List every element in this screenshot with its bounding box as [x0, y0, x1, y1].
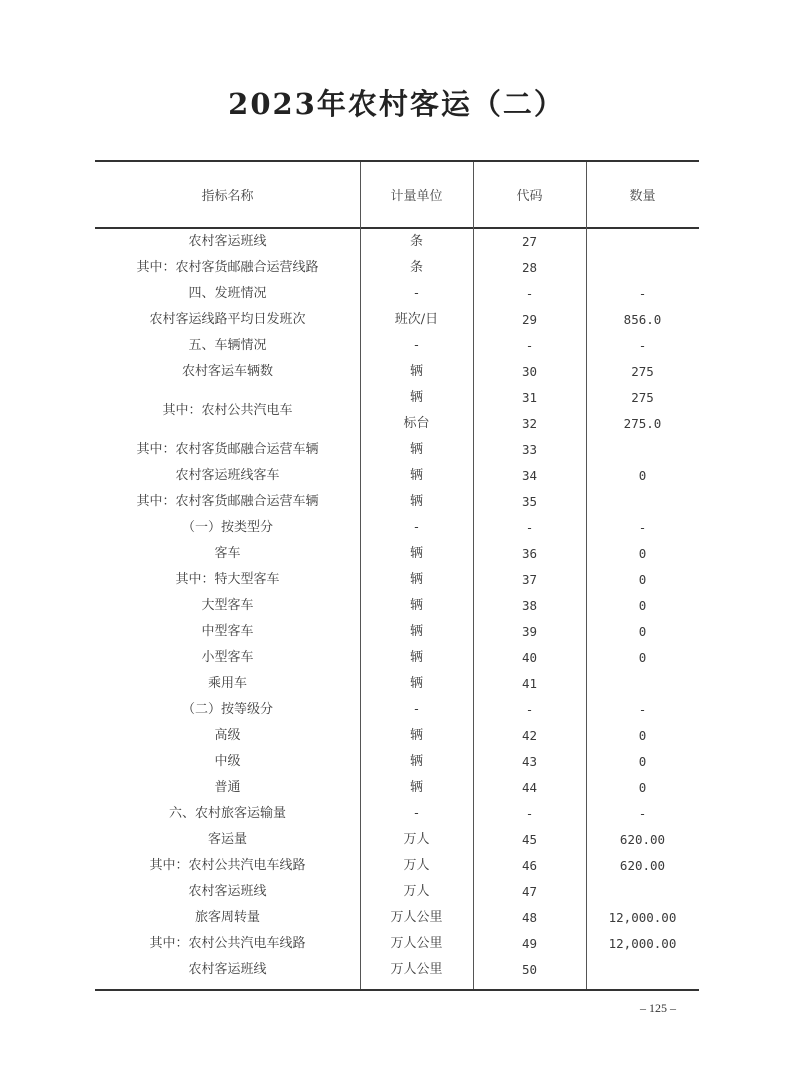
cell-quantity: -	[638, 702, 647, 717]
cell-quantity: 0	[638, 572, 647, 587]
cell-code: 30	[521, 364, 538, 379]
cell-indicator-name: 农村客运班线	[188, 962, 267, 977]
table-row	[95, 593, 699, 619]
cell-indicator-name: （一）按类型分	[181, 520, 273, 535]
table-bottom-rule	[95, 989, 699, 991]
header-code: 代码	[516, 189, 543, 204]
cell-unit: 辆	[409, 754, 423, 769]
table-row	[95, 307, 699, 333]
cell-quantity	[586, 437, 699, 463]
cell-indicator-name: 中级	[214, 754, 241, 769]
cell-code: 42	[521, 728, 538, 743]
cell-code: 35	[521, 494, 538, 509]
cell-quantity	[586, 229, 699, 255]
cell-unit: 标台	[403, 416, 430, 431]
cell-unit: 辆	[409, 572, 423, 587]
cell-unit: -	[414, 702, 419, 717]
table-row	[95, 463, 699, 489]
cell-code: 34	[521, 468, 538, 483]
table-row	[95, 931, 699, 957]
cell-unit: 辆	[409, 390, 423, 405]
cell-indicator-name: 高级	[214, 728, 241, 743]
cell-indicator-name: 大型客车	[201, 598, 254, 613]
table-row	[95, 541, 699, 567]
cell-code: 48	[521, 910, 538, 925]
cell-indicator-name: 其中：农村公共汽电车线路	[149, 858, 306, 873]
cell-indicator-name: 其中：特大型客车	[175, 572, 280, 587]
table-row	[95, 437, 699, 463]
cell-quantity	[586, 255, 699, 281]
cell-quantity: 0	[638, 780, 647, 795]
cell-code: 29	[521, 312, 538, 327]
table-row	[95, 333, 699, 359]
cell-quantity: 12,000.00	[608, 936, 677, 951]
table-row	[95, 567, 699, 593]
cell-quantity: 275	[631, 364, 654, 379]
cell-code: 28	[521, 260, 538, 275]
cell-quantity: 620.00	[619, 858, 666, 873]
cell-code: 31	[521, 390, 538, 405]
cell-unit: 辆	[409, 468, 423, 483]
table-row	[95, 671, 699, 697]
cell-unit: 辆	[409, 676, 423, 691]
cell-indicator-name: 农村客运班线	[188, 234, 267, 249]
cell-code: 32	[521, 416, 538, 431]
table-row	[95, 515, 699, 541]
cell-unit: -	[414, 286, 419, 301]
table-row	[95, 749, 699, 775]
cell-code: -	[525, 520, 534, 535]
page-number: – 125 –	[640, 1001, 676, 1015]
cell-unit: 辆	[409, 624, 423, 639]
cell-unit: -	[414, 806, 419, 821]
cell-code: 40	[521, 650, 538, 665]
cell-code: 50	[521, 962, 538, 977]
cell-unit: 班次/日	[394, 312, 439, 327]
cell-indicator-name: 四、发班情况	[188, 286, 267, 301]
cell-code: 27	[521, 234, 538, 249]
cell-unit: 辆	[409, 598, 423, 613]
cell-code: -	[525, 286, 534, 301]
cell-indicator-name: 六、农村旅客运输量	[168, 806, 286, 821]
cell-quantity: 0	[638, 754, 647, 769]
cell-unit: 条	[409, 260, 423, 275]
cell-indicator-name: 中型客车	[201, 624, 254, 639]
cell-code: 49	[521, 936, 538, 951]
cell-unit: 条	[409, 234, 423, 249]
page-title: 2023年农村客运（二）	[228, 87, 565, 121]
cell-code: 41	[521, 676, 538, 691]
cell-unit: 万人	[403, 832, 430, 847]
cell-code: 47	[521, 884, 538, 899]
cell-quantity	[586, 879, 699, 905]
cell-indicator-name: 旅客周转量	[194, 910, 260, 925]
cell-indicator-name: 农村客运车辆数	[181, 364, 273, 379]
cell-unit: 万人公里	[390, 936, 443, 951]
cell-quantity: 0	[638, 728, 647, 743]
cell-unit: 辆	[409, 364, 423, 379]
cell-quantity: 275	[631, 390, 654, 405]
cell-quantity: 620.00	[619, 832, 666, 847]
cell-quantity	[586, 671, 699, 697]
table-row	[95, 905, 699, 931]
cell-unit: -	[414, 520, 419, 535]
cell-indicator-name: 农村客运线路平均日发班次	[149, 312, 306, 327]
table-row	[95, 645, 699, 671]
table-row	[95, 281, 699, 307]
cell-indicator-name: 其中：农村公共汽电车线路	[149, 936, 306, 951]
table-row	[95, 359, 699, 385]
cell-quantity: 0	[638, 468, 647, 483]
cell-indicator-name: 客车	[214, 546, 241, 561]
cell-code: 45	[521, 832, 538, 847]
cell-code: 38	[521, 598, 538, 613]
cell-quantity: 0	[638, 650, 647, 665]
table-row	[95, 229, 699, 255]
cell-quantity: 12,000.00	[608, 910, 677, 925]
cell-quantity: 856.0	[623, 312, 662, 327]
cell-code: 44	[521, 780, 538, 795]
cell-quantity: 0	[638, 546, 647, 561]
cell-indicator-name: 其中：农村客货邮融合运营车辆	[136, 442, 319, 457]
table-row	[95, 801, 699, 827]
cell-unit: -	[414, 338, 419, 353]
cell-unit: 万人	[403, 858, 430, 873]
table-row	[95, 957, 699, 983]
header-indicator-name: 指标名称	[201, 189, 254, 204]
cell-indicator-name: 普通	[214, 780, 241, 795]
cell-quantity	[586, 957, 699, 983]
table-row	[95, 255, 699, 281]
cell-unit: 万人公里	[390, 962, 443, 977]
cell-code: 33	[521, 442, 538, 457]
table-row	[95, 879, 699, 905]
cell-unit: 辆	[409, 494, 423, 509]
cell-quantity: 0	[638, 624, 647, 639]
cell-unit: 辆	[409, 728, 423, 743]
cell-quantity	[586, 489, 699, 515]
cell-code: -	[525, 806, 534, 821]
cell-indicator-name: 乘用车	[207, 676, 247, 691]
cell-unit: 辆	[409, 780, 423, 795]
cell-indicator-name: 五、车辆情况	[188, 338, 267, 353]
cell-code: 43	[521, 754, 538, 769]
cell-quantity: -	[638, 286, 647, 301]
cell-unit: 万人	[403, 884, 430, 899]
cell-indicator-name: 农村客运班线	[188, 884, 267, 899]
cell-code: 46	[521, 858, 538, 873]
cell-quantity: 275.0	[623, 416, 662, 431]
table-row	[95, 853, 699, 879]
cell-indicator-name: （二）按等级分	[181, 702, 273, 717]
table-row	[95, 619, 699, 645]
table-row	[95, 697, 699, 723]
cell-indicator-name: 其中：农村客货邮融合运营线路	[136, 260, 319, 275]
cell-code: -	[525, 338, 534, 353]
table-row	[95, 489, 699, 515]
header-quantity: 数量	[629, 189, 656, 204]
cell-quantity: -	[638, 338, 647, 353]
cell-unit: 辆	[409, 546, 423, 561]
table-row	[95, 723, 699, 749]
cell-indicator-name: 其中：农村客货邮融合运营车辆	[136, 494, 319, 509]
cell-code: 39	[521, 624, 538, 639]
cell-unit: 辆	[409, 442, 423, 457]
cell-indicator-name: 小型客车	[201, 650, 254, 665]
cell-code: 36	[521, 546, 538, 561]
cell-code: -	[525, 702, 534, 717]
table-row	[95, 775, 699, 801]
cell-quantity: -	[638, 806, 647, 821]
header-unit: 计量单位	[390, 189, 443, 204]
cell-indicator-name-merged: 其中：农村公共汽电车	[162, 403, 293, 418]
cell-unit: 辆	[409, 650, 423, 665]
cell-quantity: 0	[638, 598, 647, 613]
cell-indicator-name: 农村客运班线客车	[175, 468, 280, 483]
cell-quantity: -	[638, 520, 647, 535]
cell-unit: 万人公里	[390, 910, 443, 925]
table-row	[95, 827, 699, 853]
cell-code: 37	[521, 572, 538, 587]
cell-indicator-name: 客运量	[207, 832, 247, 847]
